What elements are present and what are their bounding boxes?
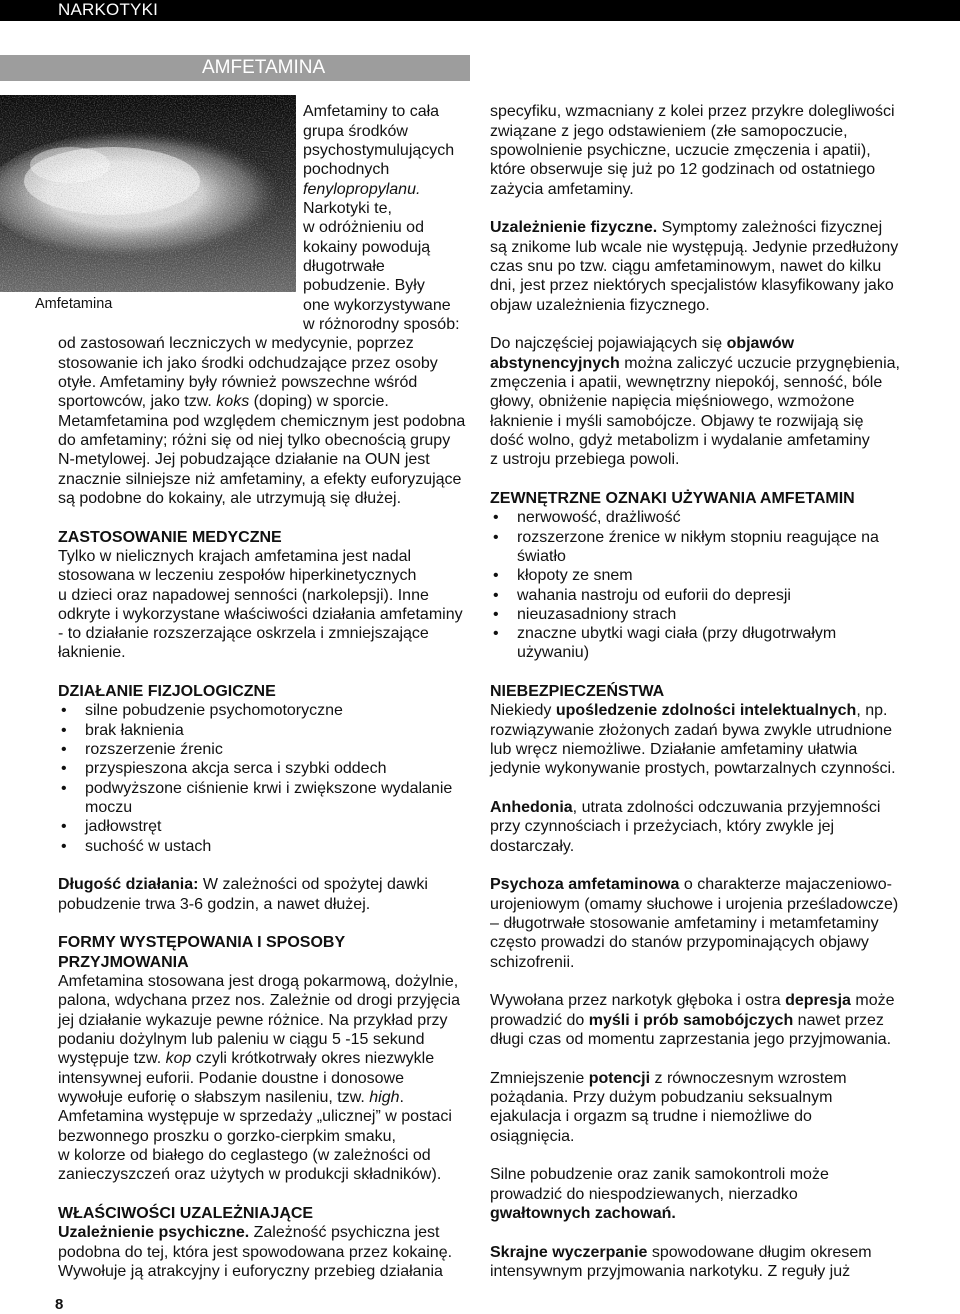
bullet-icon — [61, 721, 67, 740]
section-heading: WŁAŚCIWOŚCI UZALEŻNIAJĄCE — [58, 1205, 314, 1222]
text-line: suchość w ustach — [85, 837, 212, 855]
text-line: one wykorzystywane — [303, 296, 451, 314]
paragraph — [490, 1165, 930, 1223]
list-item — [490, 528, 930, 567]
text-run: (doping) w sporcie. — [249, 393, 389, 411]
bullet-icon — [61, 740, 67, 759]
bullet-icon — [493, 624, 499, 643]
list-item — [490, 586, 930, 605]
text-line: rozwiązywanie złożonych zadań bywa zwykle utrudnione — [490, 721, 892, 739]
text-run: Zmniejszenie — [490, 1069, 589, 1087]
bullet-icon — [61, 817, 67, 836]
title-bar — [0, 55, 470, 81]
text-line — [58, 392, 470, 411]
italic-text: fenylopropylanu. — [303, 180, 421, 198]
list-item — [58, 837, 470, 856]
section-heading: ZEWNĘTRZNE OZNAKI UŻYWANIA AMFETAMIN — [490, 489, 855, 507]
text-line — [490, 798, 930, 817]
text-line: stosowanie ich jako środki odchudzające przez osoby — [58, 354, 438, 372]
page-title: AMFETAMINA — [202, 57, 326, 78]
text-line: prowadzić do niespodziewanych, nierzadko — [490, 1185, 798, 1203]
text-line — [58, 1223, 470, 1242]
text-line: przyspieszona akcja serca i szybki oddech — [85, 760, 387, 778]
text-line: silne pobudzenie psychomotoryczne — [85, 702, 343, 720]
text-line: jedynie wykonywanie prostych, powtarzalnych czynności. — [490, 760, 896, 778]
paragraph — [490, 334, 930, 469]
section-heading: DZIAŁANIE FIZJOLOGICZNE — [58, 683, 276, 701]
text-line — [490, 218, 930, 237]
text-line: ejakulacja i orgazm są trudne i niemożliwe do — [490, 1108, 812, 1126]
text-line: głowy, obniżenie napięcia mięśniowego, wzmożone — [490, 393, 855, 411]
text-line: rozszerzone źrenice w nikłym stopniu reagujące na — [517, 528, 879, 546]
text-line — [490, 1204, 930, 1223]
section-heading: PRZYJMOWANIA — [58, 953, 189, 971]
text-line — [490, 1011, 930, 1030]
text-line: objaw uzależnienia fizycznego. — [490, 296, 710, 314]
section — [490, 489, 930, 663]
bullet-icon — [61, 779, 67, 798]
text-line: spowolnienie psychiczne, uczucie zmęczenia i apatii), — [490, 141, 871, 159]
text-line — [58, 180, 470, 199]
text-line: znacznie silniejsze niż amfetaminy, a efekty euforyzujące — [58, 470, 462, 488]
text-line: rozszerzenie źrenic — [85, 741, 223, 759]
italic-text: high — [369, 1089, 400, 1107]
paragraph — [490, 218, 930, 315]
text-line: są znikome lub wcale nie występują. Jedynie przedłużony — [490, 238, 899, 256]
list-item — [490, 624, 930, 663]
bold-text: myśli i prób samobójczych — [588, 1011, 794, 1029]
text-line: Amfetamina stosowana jest drogą pokarmową, dożylnie, — [58, 973, 459, 991]
bullet-icon — [493, 586, 499, 605]
text-line: N-metylowej. Jej pobudzające działanie na OUN jest — [58, 451, 430, 469]
text-line: urojeniowym (omamy słuchowe i urojenia prześladowcze) — [490, 895, 899, 913]
bold-text: abstynencyjnych — [490, 354, 620, 372]
bullet-list — [490, 508, 930, 663]
italic-text: koks — [216, 393, 250, 411]
text-line: specyfiku, wzmacniany z kolei przez przykre dolegliwości — [490, 103, 895, 121]
text-line — [490, 701, 930, 720]
text-line: Amfetaminy to cała — [303, 103, 440, 121]
paragraph — [58, 102, 470, 508]
text-line: używaniu) — [517, 644, 590, 662]
text-run: wywołuje euforię o słabszym nasileniu, tzw. — [58, 1089, 370, 1107]
text-run: można zaliczyć uczucie przygnębienia, — [619, 354, 900, 372]
paragraph — [490, 1243, 930, 1282]
left-column — [58, 102, 470, 1300]
text-line: związane z jego odstawieniem (złe samopoczucie, — [490, 122, 848, 140]
text-line: Amfetamina występuje w sprzedaży „ulicznej” w postaci — [58, 1108, 452, 1126]
text-line: wahania nastroju od euforii do depresji — [517, 586, 791, 604]
text-line: długotrwałe — [303, 257, 385, 275]
text-line — [58, 1049, 470, 1068]
bold-text: Skrajne wyczerpanie — [490, 1243, 648, 1261]
text-line: są podobne do kokainy, ale utrzymują się dłużej. — [58, 489, 402, 507]
text-line: zanieczyszczeń oraz użytych w produkcji składników). — [58, 1166, 442, 1184]
section-heading: FORMY WYSTĘPOWANIA I SPOSOBY — [58, 934, 346, 952]
text-line — [490, 991, 930, 1010]
paragraph — [490, 875, 930, 972]
section-heading: NIEBEZPIECZEŃSTWA — [490, 683, 665, 701]
text-run: Do najczęściej pojawiających się — [490, 335, 727, 353]
text-line: Wywołuje ją atrakcyjny i euforyczny przebieg działania — [58, 1262, 443, 1280]
bold-text: Psychoza amfetaminowa — [490, 876, 680, 894]
text-run: z równoczesnym wzrostem — [650, 1069, 847, 1087]
text-line: schizofrenii. — [490, 953, 575, 971]
bold-text: Długość działania: — [58, 876, 199, 894]
text-run: Zależność psychiczna jest — [249, 1224, 440, 1242]
bullet-icon — [493, 508, 499, 527]
header-bar — [0, 0, 960, 21]
text-line — [58, 875, 470, 894]
text-line: które obserwuje się już po 12 godzinach od ostatniego — [490, 161, 876, 179]
section — [58, 528, 470, 663]
text-run: sportowców, jako tzw. — [58, 393, 217, 411]
text-line: pobudzenie. Były — [303, 277, 425, 295]
text-line: palona, wdychana przez nos. Zależnie od drogi przyjęcia — [58, 992, 461, 1010]
paragraph — [490, 798, 930, 856]
text-line: Tylko w nielicznych krajach amfetamina jest nadal — [58, 547, 412, 565]
text-line: podwyższone ciśnienie krwi i zwiększone wydalanie — [85, 779, 453, 797]
text-line: otyłe. Amfetaminy były również powszechne wśród — [58, 373, 418, 391]
text-line: bezwonnego proszku o gorzko-cierpkim smaku, — [58, 1127, 396, 1145]
text-line — [58, 1088, 470, 1107]
text-line: czas snu po tzw. ciągu amfetaminowym, nawet do kilku — [490, 257, 882, 275]
text-line: intensywnym przyjmowania narkotyku. Z reguły już — [490, 1262, 851, 1280]
text-line: od zastosowań leczniczych w medycynie, poprzez — [58, 335, 414, 353]
text-line: lub wręcz niemożliwe. Działanie amfetaminy ułatwia — [490, 741, 858, 759]
text-line — [490, 334, 930, 353]
bullet-icon — [61, 759, 67, 778]
text-line — [490, 354, 930, 373]
text-run: czyli krótkotrwały okres niezwykle — [191, 1050, 435, 1068]
bullet-list — [58, 701, 470, 856]
bold-text: potencji — [588, 1069, 651, 1087]
list-item — [490, 605, 930, 624]
text-run: może — [850, 992, 895, 1010]
list-item — [490, 566, 930, 585]
right-column — [490, 102, 930, 1300]
bold-text: depresja — [785, 992, 851, 1010]
text-run: , np. — [856, 702, 888, 720]
text-line: często prowadzi do stanów przypominających objawy — [490, 934, 869, 952]
section-label: NARKOTYKI — [58, 0, 159, 19]
section — [58, 933, 470, 1184]
bullet-icon — [493, 566, 499, 585]
text-line: światło — [517, 547, 566, 565]
bold-text: upośledzenie zdolności intelektualnych — [555, 702, 857, 720]
text-line: dni, jest przez niektórych specjalistów klasyfikowany jako — [490, 277, 894, 295]
text-line: w kolorze od białego do ceglastego (w zależności od — [58, 1147, 431, 1165]
text-line: pobudzenie trwa 3-6 godzin, a nawet dłużej. — [58, 895, 371, 913]
text-run: występuje tzw. — [58, 1050, 166, 1068]
text-run: nawet przez — [793, 1011, 884, 1029]
paragraph — [490, 991, 930, 1049]
text-line: jej działanie wykazuje pewne różnice. Na przykład przy — [58, 1011, 448, 1029]
list-item — [490, 508, 930, 527]
text-line: nerwowość, drażliwość — [517, 509, 681, 527]
text-run: Niekiedy — [490, 702, 556, 720]
section — [490, 682, 930, 779]
section-heading: ZASTOSOWANIE MEDYCZNE — [58, 528, 282, 546]
text-line: łaknienie. — [58, 644, 126, 662]
text-line: zmęczenia i apatii, wewnętrzny niepokój, senność, bóle — [490, 373, 883, 391]
text-line: osiągnięcia. — [490, 1127, 575, 1145]
text-run: Symptomy zależności fizycznej — [657, 219, 883, 237]
text-line: u dzieci oraz napadowej senności (narkolepsji). Inne — [58, 586, 429, 604]
text-line: podobna do tej, która jest spowodowana przez kokainę. — [58, 1243, 453, 1261]
bold-text: objawów — [726, 335, 795, 353]
text-line: kokainy powodują — [303, 238, 431, 256]
text-run: prowadzić do — [490, 1011, 589, 1029]
text-run: spowodowane długim okresem — [647, 1243, 872, 1261]
paragraph — [58, 875, 470, 914]
paragraph — [490, 1069, 930, 1146]
text-line: pochodnych — [303, 161, 390, 179]
text-line: dość wolno, gdyż metabolizm i wydalanie amfetaminy — [490, 431, 870, 449]
text-line: pożądania. Przy dużym pobudzaniu seksualnym — [490, 1089, 833, 1107]
text-line — [490, 1243, 930, 1262]
text-line: Silne pobudzenie oraz zanik samokontroli może — [490, 1166, 829, 1184]
text-line: do amfetaminy; różni się od niej tylko obecnością grupy — [58, 431, 451, 449]
text-run: , utrata zdolności odczuwania przyjemności — [572, 799, 881, 817]
list-item — [58, 701, 470, 720]
list-item — [58, 740, 470, 759]
text-line: dostarczały. — [490, 837, 575, 855]
list-item — [58, 759, 470, 778]
text-line: łaknienie i myśli samobójcze. Objawy te rozwijają się — [490, 412, 864, 430]
text-line: w różnorodny sposób: — [303, 315, 460, 333]
text-line: z ustroju przebiega powoli. — [490, 451, 680, 469]
bullet-icon — [61, 837, 67, 856]
bullet-icon — [61, 701, 67, 720]
image-caption: Amfetamina — [35, 296, 113, 312]
text-line: nieuzasadniony strach — [517, 605, 677, 623]
bullet-icon — [493, 605, 499, 624]
section — [58, 1204, 470, 1281]
text-line: intensywnej euforii. Podanie doustne i donosowe — [58, 1069, 405, 1087]
text-line: odkryte i wykorzystane właściwości działania amfetaminy — [58, 605, 463, 623]
text-line: moczu — [85, 799, 133, 817]
text-line: zażycia amfetaminy. — [490, 180, 634, 198]
text-line: Narkotyki te, — [303, 199, 392, 217]
text-line: przy czynnościach i przeżyciach, który zwykle jej — [490, 818, 835, 836]
list-item — [58, 817, 470, 836]
text-line: - to działanie rozszerzające oskrzela i zmniejszające — [58, 625, 429, 643]
text-line: podaniu dożylnym lub paleniu w ciągu 5 -15 sekund — [58, 1031, 425, 1049]
text-run: o charakterze majaczeniowo- — [679, 876, 892, 894]
bullet-icon — [493, 528, 499, 547]
bold-text: gwałtownych zachowań. — [490, 1205, 676, 1222]
text-line: kłopoty ze snem — [517, 567, 633, 585]
text-line: znaczne ubytki wagi ciała (przy długotrwałym — [517, 625, 837, 643]
text-line: grupa środków — [303, 122, 408, 140]
list-item — [58, 721, 470, 740]
text-line — [490, 1069, 930, 1088]
page-number: 8 — [55, 1296, 64, 1313]
text-line: psychostymulujących — [303, 141, 455, 159]
paragraph — [490, 102, 930, 199]
bold-text: Uzależnienie fizyczne. — [490, 219, 658, 237]
bold-text: Anhedonia — [490, 799, 573, 817]
italic-text: kop — [165, 1050, 192, 1068]
text-line: brak łaknienia — [85, 721, 184, 739]
list-item — [58, 779, 470, 818]
text-line — [490, 875, 930, 894]
bold-text: Uzależnienie psychiczne. — [58, 1224, 250, 1242]
text-line: jadłowstręt — [85, 818, 162, 836]
section — [58, 682, 470, 856]
text-run: Wywołana przez narkotyk głęboka i ostra — [490, 992, 786, 1010]
text-run: W zależności od spożytej dawki — [198, 876, 428, 894]
text-line: w odróżnieniu od — [303, 219, 424, 237]
text-run: . — [399, 1089, 404, 1107]
text-line: stosowana w leczeniu zespołów hiperkinetycznych — [58, 567, 417, 585]
text-line: – długotrwałe stosowanie amfetaminy i metamfetaminy — [490, 915, 879, 933]
text-line: Metamfetamina pod względem chemicznym jest podobna — [58, 412, 466, 430]
text-line: długi czas od momentu zaprzestania jego przyjmowania. — [490, 1031, 892, 1049]
